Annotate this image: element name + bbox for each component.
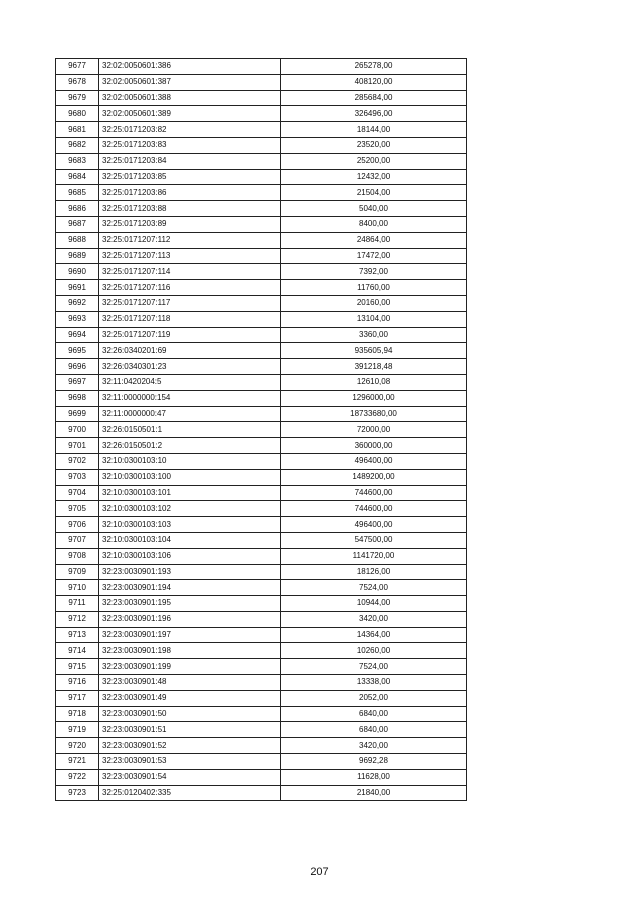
value-cell: 408120,00	[281, 74, 467, 90]
cadastral-number-cell: 32:23:0030901:53	[99, 754, 281, 770]
row-number-cell: 9698	[56, 390, 99, 406]
value-cell: 285684,00	[281, 90, 467, 106]
row-number-cell: 9720	[56, 738, 99, 754]
row-number-cell: 9688	[56, 232, 99, 248]
cadastral-number-cell: 32:26:0340301:23	[99, 359, 281, 375]
row-number-cell: 9689	[56, 248, 99, 264]
value-cell: 72000,00	[281, 422, 467, 438]
row-number-cell: 9723	[56, 785, 99, 801]
value-cell: 6840,00	[281, 706, 467, 722]
cadastral-number-cell: 32:02:0050601:388	[99, 90, 281, 106]
cadastral-number-cell: 32:23:0030901:197	[99, 627, 281, 643]
row-number-cell: 9702	[56, 453, 99, 469]
value-cell: 1141720,00	[281, 548, 467, 564]
value-cell: 547500,00	[281, 532, 467, 548]
table-row	[56, 122, 467, 138]
table-row	[56, 485, 467, 501]
row-number-cell: 9714	[56, 643, 99, 659]
cadastral-number-cell: 32:25:0171207:114	[99, 264, 281, 280]
table-row	[56, 311, 467, 327]
table-row	[56, 74, 467, 90]
row-number-cell: 9691	[56, 280, 99, 296]
cadastral-number-cell: 32:23:0030901:194	[99, 580, 281, 596]
table-row	[56, 232, 467, 248]
table-row	[56, 643, 467, 659]
cadastral-number-cell: 32:25:0171203:83	[99, 137, 281, 153]
row-number-cell: 9685	[56, 185, 99, 201]
row-number-cell: 9710	[56, 580, 99, 596]
cadastral-number-cell: 32:25:0120402:335	[99, 785, 281, 801]
value-cell: 8400,00	[281, 216, 467, 232]
table-row	[56, 59, 467, 75]
value-cell: 18126,00	[281, 564, 467, 580]
cadastral-number-cell: 32:02:0050601:386	[99, 59, 281, 75]
cadastral-number-cell: 32:25:0171203:88	[99, 201, 281, 217]
value-cell: 5040,00	[281, 201, 467, 217]
row-number-cell: 9715	[56, 659, 99, 675]
value-cell: 326496,00	[281, 106, 467, 122]
table-row	[56, 785, 467, 801]
value-cell: 18733680,00	[281, 406, 467, 422]
table-row	[56, 738, 467, 754]
value-cell: 7392,00	[281, 264, 467, 280]
row-number-cell: 9686	[56, 201, 99, 217]
table-row	[56, 406, 467, 422]
row-number-cell: 9719	[56, 722, 99, 738]
cadastral-number-cell: 32:25:0171203:85	[99, 169, 281, 185]
cadastral-number-cell: 32:11:0000000:154	[99, 390, 281, 406]
table-row	[56, 438, 467, 454]
table-row	[56, 295, 467, 311]
value-cell: 7524,00	[281, 580, 467, 596]
row-number-cell: 9717	[56, 690, 99, 706]
value-cell: 11628,00	[281, 769, 467, 785]
cadastral-number-cell: 32:11:0000000:47	[99, 406, 281, 422]
page-number: 207	[310, 866, 329, 878]
row-number-cell: 9722	[56, 769, 99, 785]
value-cell: 496400,00	[281, 517, 467, 533]
row-number-cell: 9693	[56, 311, 99, 327]
value-cell: 25200,00	[281, 153, 467, 169]
row-number-cell: 9678	[56, 74, 99, 90]
row-number-cell: 9692	[56, 295, 99, 311]
row-number-cell: 9701	[56, 438, 99, 454]
row-number-cell: 9687	[56, 216, 99, 232]
cadastral-number-cell: 32:23:0030901:49	[99, 690, 281, 706]
value-cell: 13104,00	[281, 311, 467, 327]
row-number-cell: 9712	[56, 611, 99, 627]
row-number-cell: 9677	[56, 59, 99, 75]
row-number-cell: 9681	[56, 122, 99, 138]
row-number-cell: 9700	[56, 422, 99, 438]
value-cell: 496400,00	[281, 453, 467, 469]
value-cell: 391218,48	[281, 359, 467, 375]
cadastral-number-cell: 32:10:0300103:103	[99, 517, 281, 533]
value-cell: 935605,94	[281, 343, 467, 359]
row-number-cell: 9697	[56, 374, 99, 390]
table-row	[56, 264, 467, 280]
value-cell: 1296000,00	[281, 390, 467, 406]
table-row	[56, 769, 467, 785]
value-cell: 1489200,00	[281, 469, 467, 485]
value-cell: 24864,00	[281, 232, 467, 248]
cadastral-number-cell: 32:23:0030901:54	[99, 769, 281, 785]
value-cell: 744600,00	[281, 485, 467, 501]
value-cell: 744600,00	[281, 501, 467, 517]
table-row	[56, 722, 467, 738]
cadastral-number-cell: 32:10:0300103:104	[99, 532, 281, 548]
table-row	[56, 216, 467, 232]
cadastral-number-cell: 32:26:0150501:1	[99, 422, 281, 438]
cadastral-number-cell: 32:02:0050601:387	[99, 74, 281, 90]
table-row	[56, 153, 467, 169]
value-cell: 12610,08	[281, 374, 467, 390]
row-number-cell: 9694	[56, 327, 99, 343]
cadastral-number-cell: 32:25:0171207:112	[99, 232, 281, 248]
cadastral-number-cell: 32:26:0150501:2	[99, 438, 281, 454]
cadastral-number-cell: 32:25:0171207:118	[99, 311, 281, 327]
value-cell: 21504,00	[281, 185, 467, 201]
table-row	[56, 248, 467, 264]
row-number-cell: 9711	[56, 596, 99, 612]
value-cell: 3360,00	[281, 327, 467, 343]
table-row	[56, 359, 467, 375]
value-cell: 11760,00	[281, 280, 467, 296]
table-row	[56, 517, 467, 533]
cadastral-number-cell: 32:23:0030901:51	[99, 722, 281, 738]
table-row	[56, 754, 467, 770]
cadastral-value-table	[55, 58, 467, 801]
value-cell: 14364,00	[281, 627, 467, 643]
cadastral-number-cell: 32:10:0300103:106	[99, 548, 281, 564]
table-row	[56, 106, 467, 122]
row-number-cell: 9690	[56, 264, 99, 280]
row-number-cell: 9682	[56, 137, 99, 153]
cadastral-number-cell: 32:25:0171207:113	[99, 248, 281, 264]
cadastral-number-cell: 32:10:0300103:102	[99, 501, 281, 517]
cadastral-number-cell: 32:23:0030901:195	[99, 596, 281, 612]
value-cell: 21840,00	[281, 785, 467, 801]
value-cell: 20160,00	[281, 295, 467, 311]
value-cell: 23520,00	[281, 137, 467, 153]
cadastral-number-cell: 32:25:0171203:82	[99, 122, 281, 138]
cadastral-number-cell: 32:23:0030901:52	[99, 738, 281, 754]
table-row	[56, 659, 467, 675]
table-row	[56, 422, 467, 438]
cadastral-number-cell: 32:23:0030901:199	[99, 659, 281, 675]
row-number-cell: 9679	[56, 90, 99, 106]
row-number-cell: 9706	[56, 517, 99, 533]
value-cell: 17472,00	[281, 248, 467, 264]
cadastral-number-cell: 32:25:0171203:84	[99, 153, 281, 169]
table-row	[56, 532, 467, 548]
value-cell: 265278,00	[281, 59, 467, 75]
table-row	[56, 201, 467, 217]
cadastral-number-cell: 32:25:0171203:89	[99, 216, 281, 232]
value-cell: 2052,00	[281, 690, 467, 706]
row-number-cell: 9713	[56, 627, 99, 643]
table-row	[56, 611, 467, 627]
value-cell: 7524,00	[281, 659, 467, 675]
cadastral-number-cell: 32:11:0420204:5	[99, 374, 281, 390]
row-number-cell: 9707	[56, 532, 99, 548]
cadastral-number-cell: 32:23:0030901:193	[99, 564, 281, 580]
cadastral-number-cell: 32:23:0030901:48	[99, 675, 281, 691]
value-cell: 3420,00	[281, 738, 467, 754]
cadastral-number-cell: 32:25:0171207:117	[99, 295, 281, 311]
cadastral-number-cell: 32:25:0171203:86	[99, 185, 281, 201]
row-number-cell: 9684	[56, 169, 99, 185]
table-body	[56, 59, 467, 801]
table-row	[56, 137, 467, 153]
value-cell: 10260,00	[281, 643, 467, 659]
table-row	[56, 501, 467, 517]
row-number-cell: 9718	[56, 706, 99, 722]
value-cell: 10944,00	[281, 596, 467, 612]
row-number-cell: 9721	[56, 754, 99, 770]
table-row	[56, 185, 467, 201]
row-number-cell: 9704	[56, 485, 99, 501]
value-cell: 6840,00	[281, 722, 467, 738]
row-number-cell: 9708	[56, 548, 99, 564]
table-row	[56, 343, 467, 359]
cadastral-number-cell: 32:02:0050601:389	[99, 106, 281, 122]
table-row	[56, 327, 467, 343]
row-number-cell: 9705	[56, 501, 99, 517]
value-cell: 360000,00	[281, 438, 467, 454]
row-number-cell: 9699	[56, 406, 99, 422]
cadastral-number-cell: 32:25:0171207:119	[99, 327, 281, 343]
value-cell: 12432,00	[281, 169, 467, 185]
row-number-cell: 9703	[56, 469, 99, 485]
value-cell: 18144,00	[281, 122, 467, 138]
value-cell: 9692,28	[281, 754, 467, 770]
table-row	[56, 169, 467, 185]
row-number-cell: 9709	[56, 564, 99, 580]
table-row	[56, 627, 467, 643]
cadastral-number-cell: 32:10:0300103:10	[99, 453, 281, 469]
table-row	[56, 675, 467, 691]
table-row	[56, 374, 467, 390]
cadastral-number-cell: 32:23:0030901:196	[99, 611, 281, 627]
row-number-cell: 9680	[56, 106, 99, 122]
cadastral-number-cell: 32:25:0171207:116	[99, 280, 281, 296]
table-row	[56, 706, 467, 722]
table-row	[56, 580, 467, 596]
table-row	[56, 469, 467, 485]
row-number-cell: 9716	[56, 675, 99, 691]
cadastral-number-cell: 32:23:0030901:50	[99, 706, 281, 722]
row-number-cell: 9683	[56, 153, 99, 169]
table-row	[56, 390, 467, 406]
table-row	[56, 596, 467, 612]
value-cell: 3420,00	[281, 611, 467, 627]
cadastral-number-cell: 32:23:0030901:198	[99, 643, 281, 659]
cadastral-number-cell: 32:26:0340201:69	[99, 343, 281, 359]
table-row	[56, 548, 467, 564]
value-cell: 13338,00	[281, 675, 467, 691]
cadastral-number-cell: 32:10:0300103:101	[99, 485, 281, 501]
table-row	[56, 690, 467, 706]
row-number-cell: 9695	[56, 343, 99, 359]
table-row	[56, 280, 467, 296]
cadastral-number-cell: 32:10:0300103:100	[99, 469, 281, 485]
table-row	[56, 453, 467, 469]
row-number-cell: 9696	[56, 359, 99, 375]
table-row	[56, 90, 467, 106]
table-row	[56, 564, 467, 580]
